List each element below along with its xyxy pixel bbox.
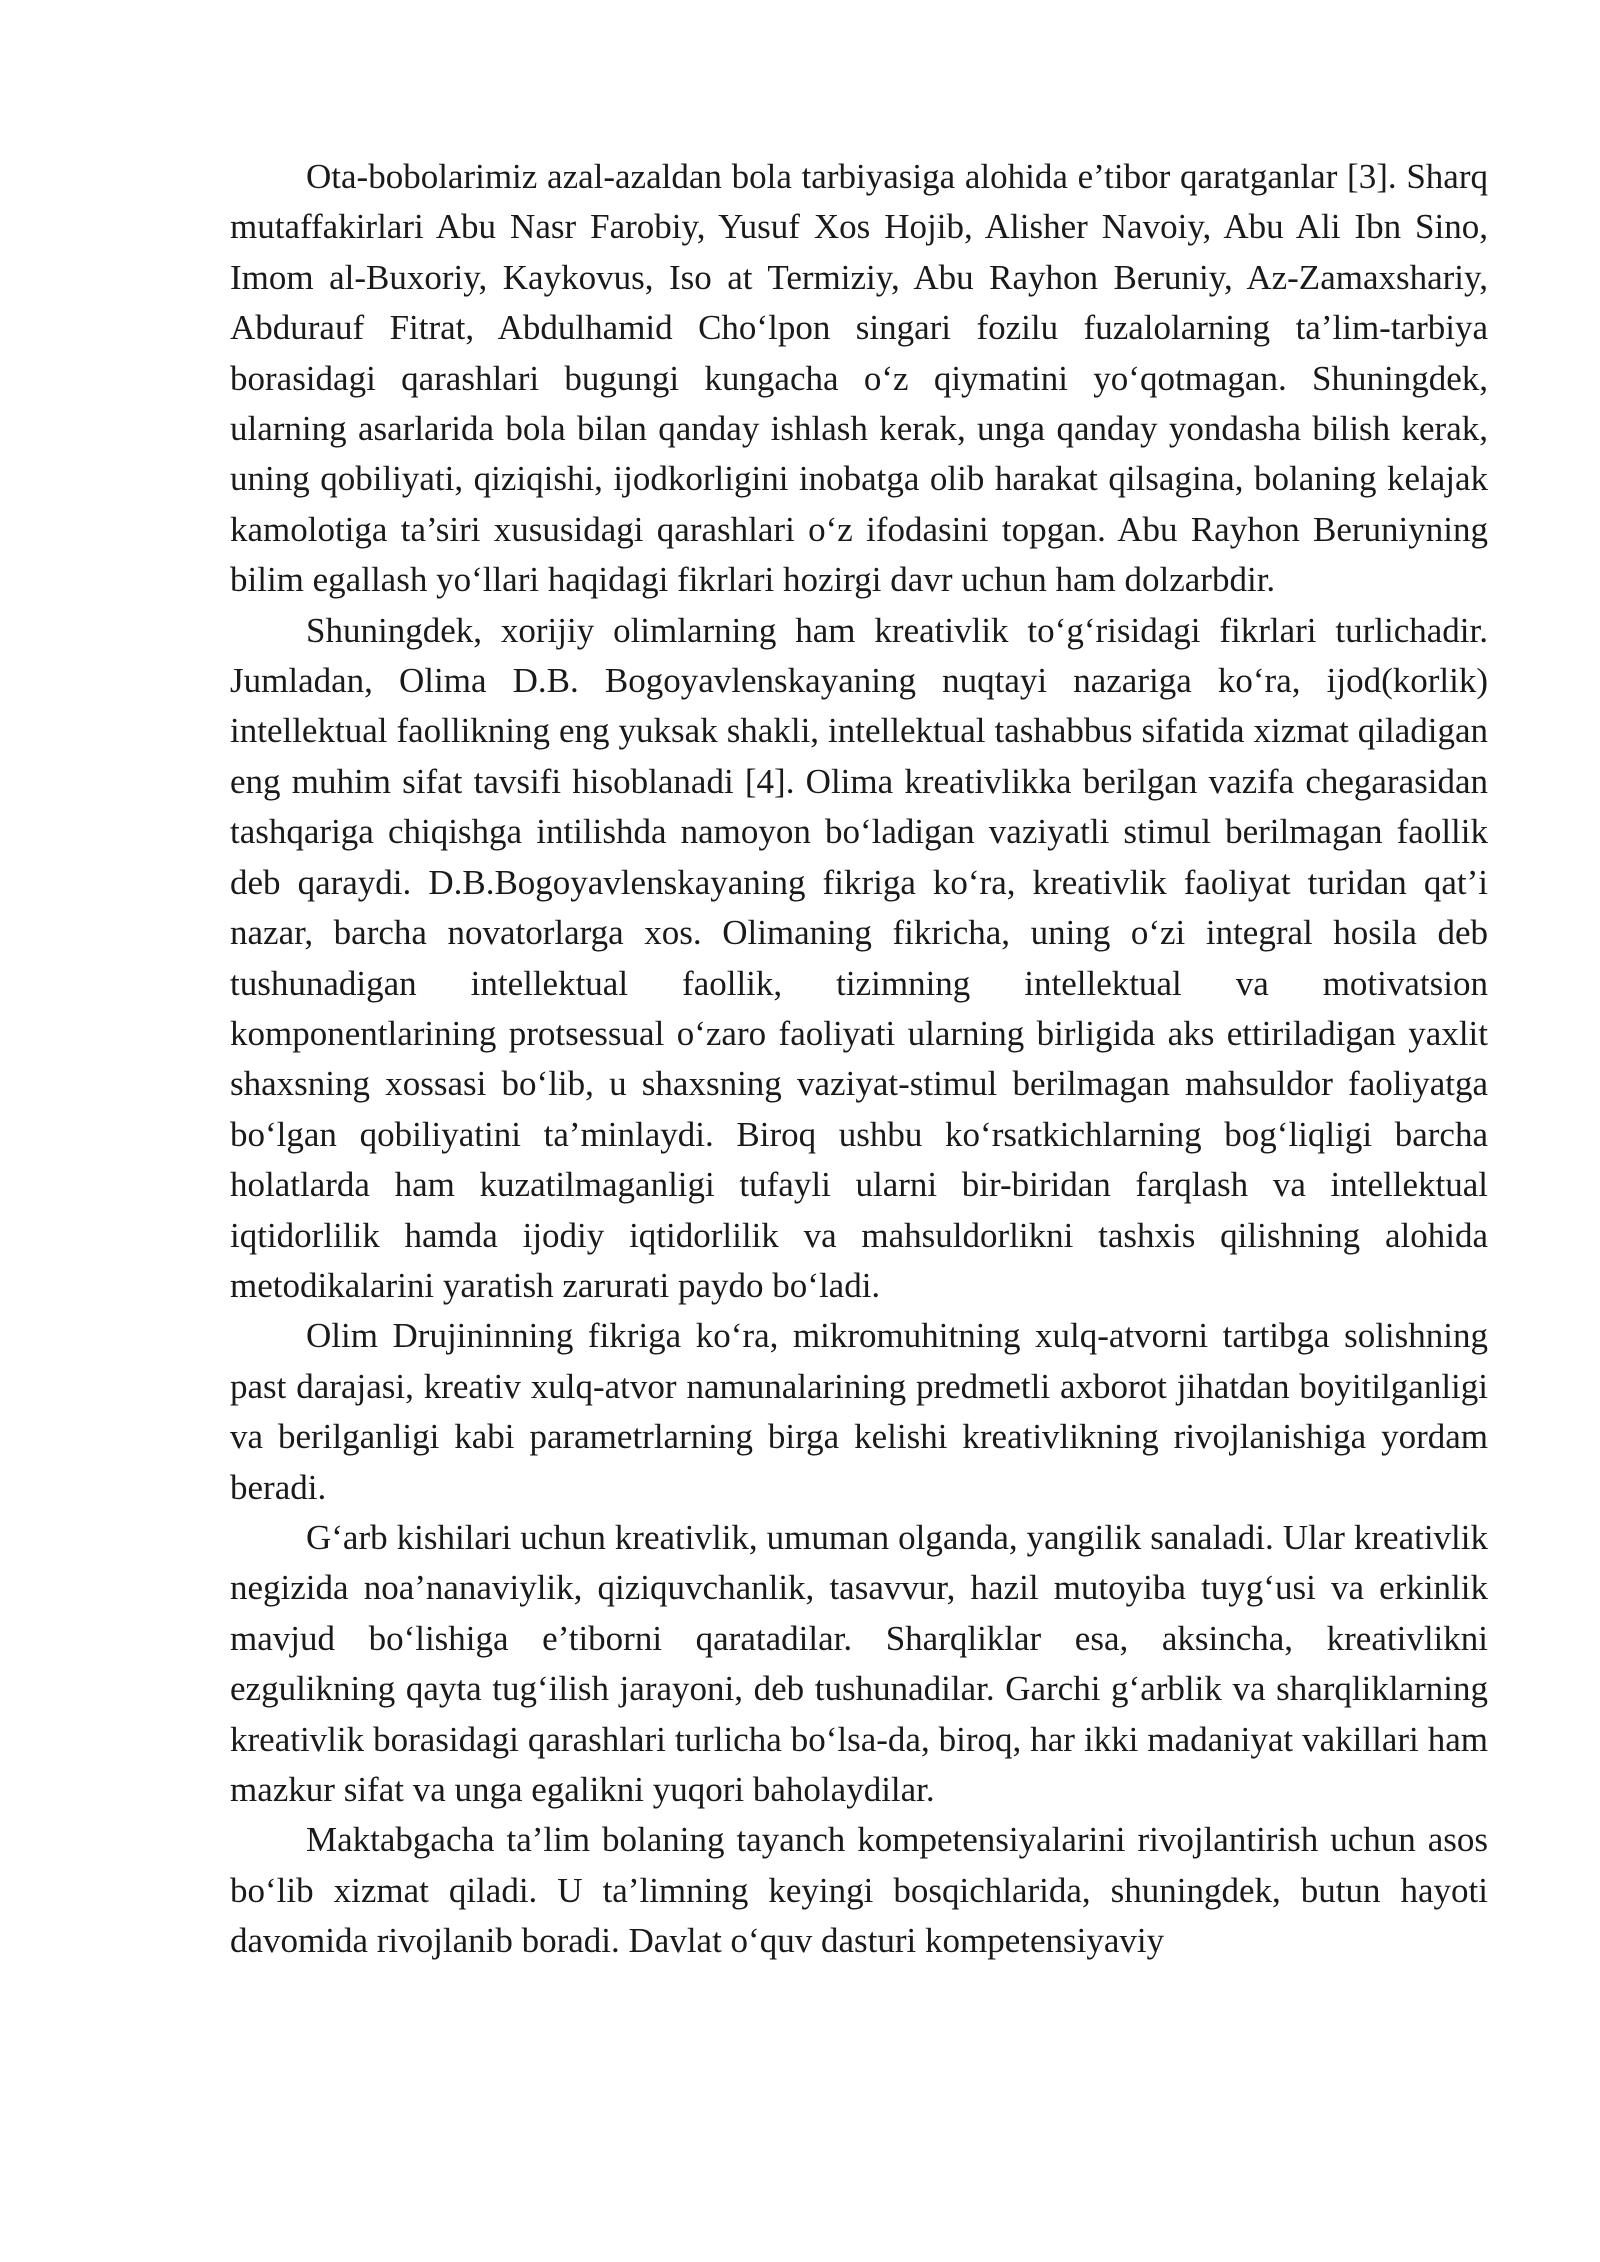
document-body [230, 152, 1488, 1967]
paragraph-drujinin: Olim Drujininning fikriga ko‘ra, mikromuhitning xulq-atvorni tartibga solishning past darajasi, kreativ xulq-atvor namunalarining predmetli axborot jihatdan boyitilganligi va berilganligi kabi parametrlarning birga kelishi kreativlikning rivojlanishiga yordam beradi. [230, 1316, 1488, 1507]
paragraph-west-east: G‘arb kishilari uchun kreativlik, umuman olganda, yangilik sanaladi. Ular kreativlik negizida noa’nanaviylik, qiziquvchanlik, tasavvur, hazil mutoyiba tuyg‘usi va erkinlik mavjud bo‘lishiga e’tiborni qaratadilar. Sharqliklar esa, aksincha, kreativlikni ezgulikning qayta tug‘ilish jarayoni, deb tushunadilar. Garchi g‘arblik va sharqliklarning kreativlik borasidagi qarashlari turlicha bo‘lsa-da, biroq, har ikki madaniyat vakillari ham mazkur sifat va unga egalikni yuqori baholaydilar. [230, 1517, 1488, 1809]
paragraph-foreign-scholars: Shuningdek, xorijiy olimlarning ham kreativlik to‘g‘risidagi fikrlari turlichadir. Jumladan, Olima D.B. Bogoyavlenskayaning nuqtayi nazariga ko‘ra, ijod(korlik) intellektual faollikning eng yuksak shakli, intellektual tashabbus sifatida xizmat qiladigan eng muhim sifat tavsifi hisoblanadi [4]. Olima kreativlikka berilgan vazifa chegarasidan tashqariga chiqishga intilishda namoyon bo‘ladigan vaziyatli stimul berilmagan faollik deb qaraydi. D.B.Bogoyavlenskayaning fikriga ko‘ra, kreativlik faoliyat turidan qat’i nazar, barcha novatorlarga xos. Olimaning fikricha, uning o‘zi integral hosila deb tushunadigan intellektual faollik, tizimning intellektual va motivatsion komponentlarining protsessual o‘zaro faoliyati ularning birligida aks ettiriladigan yaxlit shaxsning xossasi bo‘lib, u shaxsning vaziyat-stimul berilmagan mahsuldor faoliyatga bo‘lgan qobiliyatini ta’minlaydi. Biroq ushbu ko‘rsatkichlarning bog‘liqligi barcha holatlarda ham kuzatilmaganligi tufayli ularni bir-biridan farqlash va intellektual iqtidorlilik hamda ijodiy iqtidorlilik va mahsuldorlikni tashxis qilishning alohida metodikalarini yaratish zarurati paydo bo‘ladi. [230, 610, 1488, 1305]
paragraph-preschool-education: Maktabgacha ta’lim bolaning tayanch kompetensiyalarini rivojlantirish uchun asos bo‘lib xizmat qiladi. U ta’limning keyingi bosqichlarida, shuningdek, butun hayoti davomida rivojlanib boradi. Davlat o‘quv dasturi kompetensiyaviy [230, 1820, 1488, 1961]
paragraph-ancestors-upbringing: Ota-bobolarimiz azal-azaldan bola tarbiyasiga alohida e’tibor qaratganlar [3]. Sharq mutaffakirlari Abu Nasr Farobiy, Yusuf Xos Hojib, Alisher Navoiy, Abu Ali Ibn Sino, Imom al-Buxoriy, Kaykovus, Iso at Termiziy, Abu Rayhon Beruniy, Az-Zamaxshariy, Abdurauf Fitrat, Abdulhamid Cho‘lpon singari fozilu fuzalolarning ta’lim-tarbiya borasidagi qarashlari bugungi kungacha o‘z qiymatini yo‘qotmagan. Shuningdek, ularning asarlarida bola bilan qanday ishlash kerak, unga qanday yondasha bilish kerak, uning qobiliyati, qiziqishi, ijodkorligini inobatga olib harakat qilsagina, bolaning kelajak kamolotiga ta’siri xususidagi qarashlari o‘z ifodasini topgan. Abu Rayhon Beruniyning bilim egallash yo‘llari haqidagi fikrlari hozirgi davr uchun ham dolzarbdir. [230, 157, 1488, 600]
